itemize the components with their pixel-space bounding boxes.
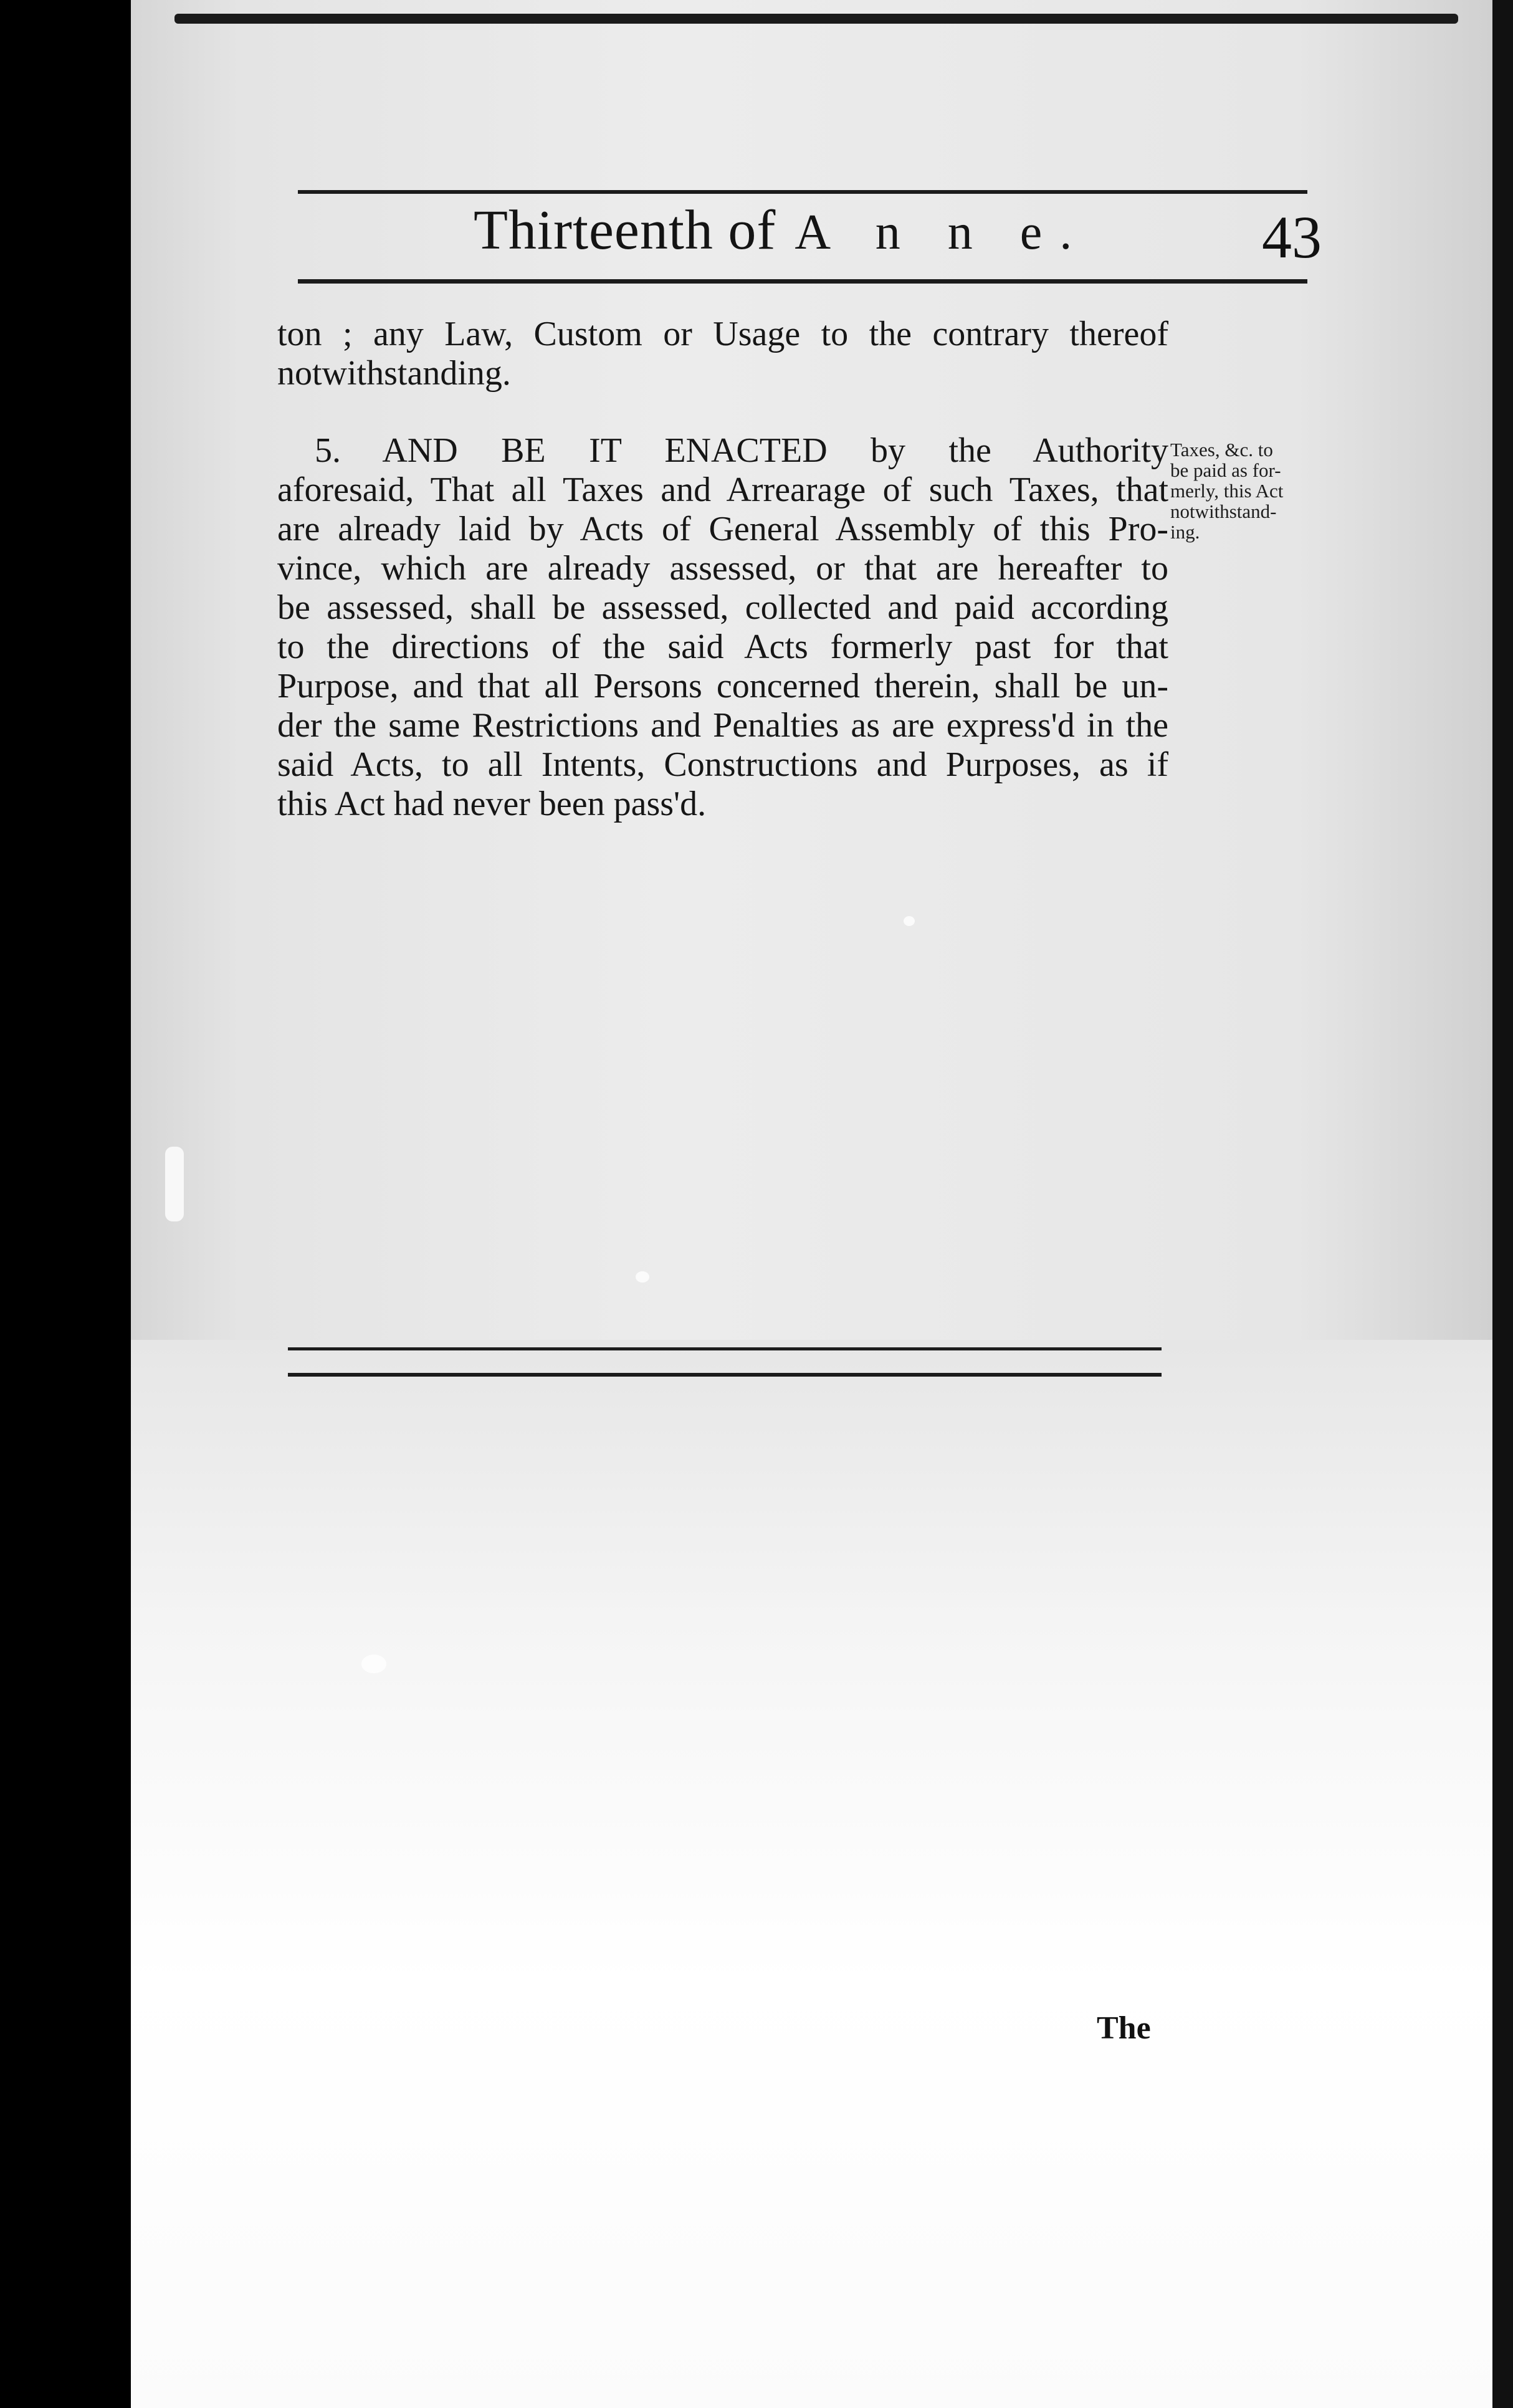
section5-line-4: vince, which are already assessed, or that are hereafter to <box>277 549 1168 588</box>
header-rule-bottom <box>298 279 1307 284</box>
section5-line-5: be assessed, shall be assessed, collected and paid according <box>277 588 1168 627</box>
section5-line-7: Purpose, and that all Persons concerned therein, shall be un- <box>277 667 1168 705</box>
margin-note-line: Taxes, &c. to <box>1170 439 1273 461</box>
margin-note <box>1170 439 1357 542</box>
section5-line-9: said Acts, to all Intents, Constructions and Purposes, as if <box>277 745 1168 784</box>
end-rule-bottom <box>288 1373 1162 1377</box>
running-head-title: Thirteenth of <box>474 199 776 261</box>
continuation-line-2: notwithstanding. <box>277 354 511 393</box>
section5-line-1: 5. AND BE IT ENACTED by the Authority <box>315 431 1168 470</box>
running-head <box>474 198 1090 267</box>
running-head-name: A n n e. <box>795 205 1090 260</box>
section5-line-2: aforesaid, That all Taxes and Arrearage of such Taxes, that <box>277 471 1168 509</box>
continuation-line-1: ton ; any Law, Custom or Usage to the contrary thereof <box>277 315 1168 353</box>
header-rule-top <box>298 190 1307 194</box>
catchword: The <box>1097 2010 1151 2046</box>
scan-edge <box>1492 0 1513 2408</box>
section5-line-10: this Act had never been pass'd. <box>277 785 707 823</box>
section5-line-3: are already laid by Acts of General Assembly of this Pro- <box>277 510 1168 548</box>
scan-speck <box>165 1147 184 1221</box>
page-lower-area <box>131 1340 1502 2408</box>
top-border-bar <box>174 14 1458 24</box>
margin-note-line: ing. <box>1170 521 1200 543</box>
scan-speck <box>636 1271 649 1283</box>
margin-note-line: notwithstand- <box>1170 500 1277 522</box>
section5-line-8: der the same Restrictions and Penalties as are express'd in the <box>277 706 1168 745</box>
scan-speck <box>361 1655 386 1673</box>
scan-speck <box>904 916 915 926</box>
margin-note-line: merly, this Act <box>1170 480 1284 502</box>
page-number: 43 <box>1262 204 1322 270</box>
end-rule-top <box>288 1347 1162 1350</box>
margin-note-line: be paid as for- <box>1170 459 1281 481</box>
section5-line-6: to the directions of the said Acts formerly past for that <box>277 628 1168 666</box>
